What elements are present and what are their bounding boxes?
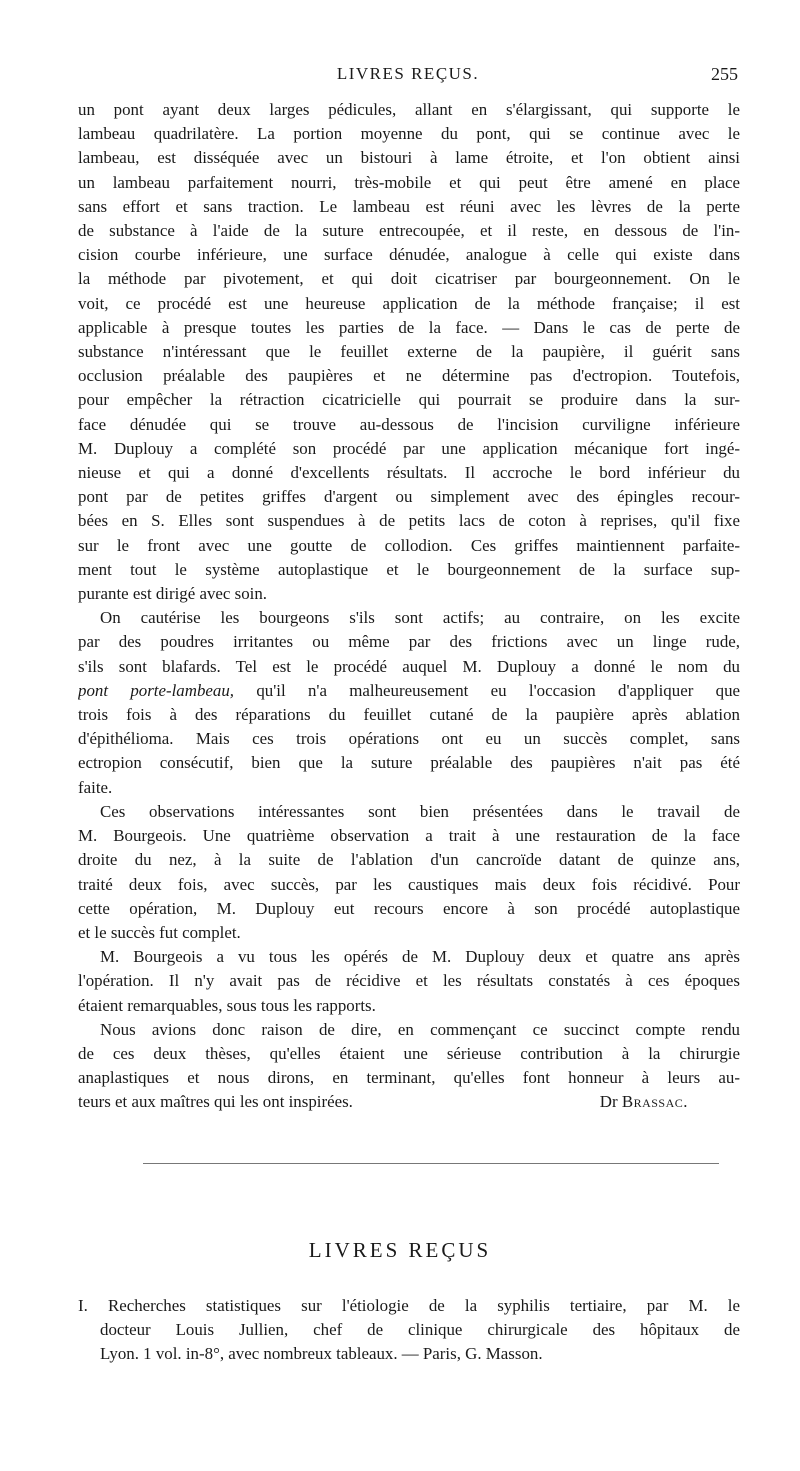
text-line: M. Duplouy a complété son procédé par une application mécanique fort ingé- xyxy=(78,438,740,458)
text-line: d'épithélioma. Mais ces trois opérations ont eu un succès complet, sans xyxy=(78,729,740,749)
text-line: un pont ayant deux larges pédicules, allant en s'élargissant, qui supporte le xyxy=(78,100,740,119)
text-line: anaplastiques et nous dirons, en terminant, qu'elles font honneur à leurs au- xyxy=(78,1068,740,1088)
text-line: ectropion consécutif, bien que la suture préalable des paupières n'ait pas été xyxy=(78,753,740,773)
book-list xyxy=(78,1294,740,1367)
signature-title: Dr xyxy=(599,1092,618,1112)
section-heading: LIVRES REÇUS xyxy=(308,1238,492,1262)
book-entry-line: docteur Louis Jullien, chef de clinique chirurgicale des hôpitaux de xyxy=(100,1320,740,1340)
text-line: substance n'intéressant que le feuillet externe de la paupière, il guérit sans xyxy=(78,342,740,362)
text-line: face dénudée qui se trouve au-dessous de l'incision curviligne inférieure xyxy=(78,414,740,434)
text-line: un lambeau parfaitement nourri, très-mobile et qui peut être amené en place xyxy=(78,172,740,192)
text-line: traité deux fois, avec succès, par les caustiques mais deux fois récidivé. Pour xyxy=(78,874,740,894)
text-line: occlusion préalable des paupières et ne détermine pas d'ectropion. Toutefois, xyxy=(78,366,740,386)
text-line: voit, ce procédé est une heureuse application de la méthode française; il est xyxy=(78,293,740,313)
text-line: ment tout le système autoplastique et le bourgeonnement de la surface sup- xyxy=(78,559,740,579)
text-line-final: teurs et aux maîtres qui les ont inspirées. xyxy=(78,1092,353,1112)
text-line: lambeau, est disséquée avec un bistouri à lame étroite, et l'on obtient ainsi xyxy=(78,148,740,168)
page-number: 255 xyxy=(711,64,738,84)
review-body xyxy=(78,98,740,1115)
text-line: pont par de petites griffes d'argent ou simplement avec des épingles recour- xyxy=(78,487,740,507)
text-line: par des poudres irritantes ou même par des frictions avec un linge rude, xyxy=(78,632,740,652)
text-line: de substance à l'aide de la suture entrecoupée, et il reste, en dessous de l'in- xyxy=(78,221,740,241)
text-line: pour empêcher la rétraction cicatricielle qui pourrait se produire dans la sur- xyxy=(78,390,740,410)
text-line: trois fois à des réparations du feuillet cutané de la paupière après ablation xyxy=(78,705,740,725)
signature-name: Brassac. xyxy=(621,1092,688,1112)
text-line: la méthode par pivotement, et qui doit cicatriser par bourgeonnement. On le xyxy=(78,269,740,289)
text-line: de ces deux thèses, qu'elles étaient une sérieuse contribution à la chirurgie xyxy=(78,1043,740,1063)
running-head xyxy=(78,64,738,90)
text-line: nieuse et qui a donné d'excellents résultats. Il accroche le bord inférieur du xyxy=(78,463,740,483)
text-line: faite. xyxy=(78,777,113,797)
text-line: bées en S. Elles sont suspendues à de petits lacs de coton à reprises, qu'il fixe xyxy=(78,511,740,531)
book-entry-line: Lyon. 1 vol. in-8°, avec nombreux tableaux. — Paris, G. Masson. xyxy=(100,1344,543,1364)
text-line: cette opération, M. Duplouy eut recours encore à son procédé autoplastique xyxy=(78,898,740,918)
section-divider xyxy=(143,1163,719,1164)
text-line: On cautérise les bourgeons s'ils sont actifs; au contraire, on les excite xyxy=(100,608,740,628)
text-line: applicable à presque toutes les parties de la face. — Dans le cas de perte de xyxy=(78,317,740,337)
text-line-rest: qu'il n'a malheureusement eu l'occasion d'appliquer que xyxy=(256,680,740,700)
text-line: lambeau quadrilatère. La portion moyenne du pont, qui se continue avec le xyxy=(78,124,740,144)
book-entry-line: I. Recherches statistiques sur l'étiologie de la syphilis tertiaire, par M. le xyxy=(78,1296,740,1315)
text-line: s'ils sont blafards. Tel est le procédé auquel M. Duplouy a donné le nom du xyxy=(78,656,740,676)
text-line: l'opération. Il n'y avait pas de récidive et les résultats constatés à ces époques xyxy=(78,971,740,991)
text-line: sans effort et sans traction. Le lambeau est réuni avec les lèvres de la perte xyxy=(78,196,740,216)
text-line: Nous avions donc raison de dire, en commençant ce succinct compte rendu xyxy=(100,1019,740,1039)
italic-term: pont porte-lambeau, xyxy=(78,680,235,700)
text-line: sur le front avec une goutte de collodion. Ces griffes maintiennent parfaite- xyxy=(78,535,740,555)
text-line: étaient remarquables, sous tous les rapports. xyxy=(78,995,376,1015)
text-line: M. Bourgeois a vu tous les opérés de M. Duplouy deux et quatre ans après xyxy=(100,947,740,967)
text-line: droite du nez, à la suite de l'ablation d'un cancroïde datant de quinze ans, xyxy=(78,850,740,870)
text-line: Ces observations intéressantes sont bien présentées dans le travail de xyxy=(100,801,740,821)
text-line: purante est dirigé avec soin. xyxy=(78,584,268,604)
text-line: M. Bourgeois. Une quatrième observation a trait à une restauration de la face xyxy=(78,826,740,846)
signature xyxy=(600,1090,688,1114)
text-line-with-italic xyxy=(78,679,740,703)
text-line: et le succès fut complet. xyxy=(78,922,241,942)
running-head-title: LIVRES REÇUS. xyxy=(336,64,480,83)
text-line: cision courbe inférieure, une surface dénudée, analogue à celle qui existe dans xyxy=(78,245,740,265)
closing-line xyxy=(78,1090,740,1114)
